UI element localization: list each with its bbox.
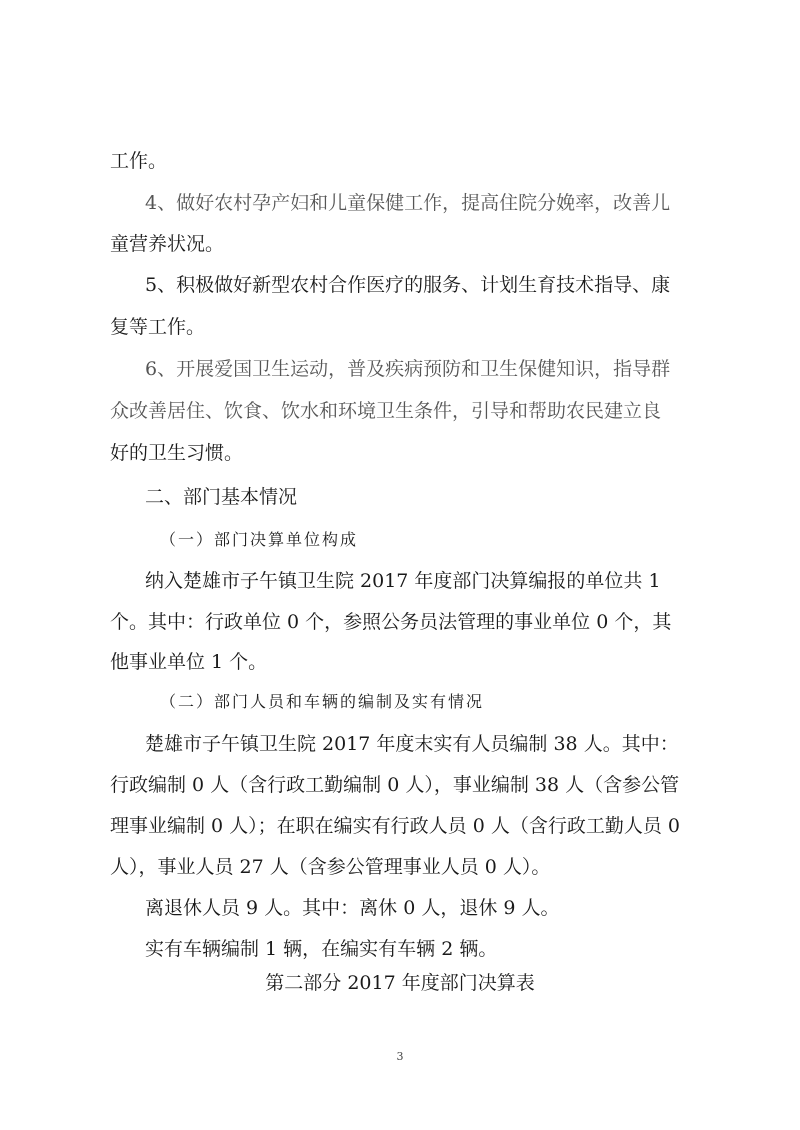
page-number: 3 — [396, 1050, 404, 1063]
paragraph-line: 工作。 — [110, 150, 168, 172]
paragraph-line: 纳入楚雄市子午镇卫生院 2017 年度部门决算编报的单位共 1 — [145, 570, 661, 592]
paragraph-line: 人），事业人员 27 人（含参公管理事业人员 0 人）。 — [110, 856, 551, 878]
paragraph-line: 离退休人员 9 人。其中：离休 0 人，退休 9 人。 — [145, 897, 560, 919]
list-item-4-line: 童营养状况。 — [110, 233, 225, 255]
paragraph-line: 个。其中：行政单位 0 个，参照公务员法管理的事业单位 0 个，其 — [110, 611, 672, 633]
section-heading: 二、部门基本情况 — [145, 486, 298, 508]
paragraph-line: 楚雄市子午镇卫生院 2017 年度末实有人员编制 38 人。其中： — [145, 733, 679, 755]
list-item-5-line: 复等工作。 — [110, 316, 206, 338]
list-item-4-line: 4、做好农村孕产妇和儿童保健工作，提高住院分娩率，改善儿 — [145, 192, 671, 214]
part-title: 第二部分 2017 年度部门决算表 — [265, 972, 535, 994]
subsection-heading: （二）部门人员和车辆的编制及实有情况 — [160, 692, 485, 711]
list-item-6-line: 众改善居住、饮食、饮水和环境卫生条件，引导和帮助农民建立良 — [110, 400, 662, 422]
list-item-6-line: 6、开展爱国卫生运动，普及疾病预防和卫生保健知识，指导群 — [145, 358, 671, 380]
paragraph-line: 行政编制 0 人（含行政工勤编制 0 人），事业编制 38 人（含参公管 — [110, 774, 680, 796]
paragraph-line: 他事业单位 1 个。 — [110, 651, 268, 673]
list-item-5-line: 5、积极做好新型农村合作医疗的服务、计划生育技术指导、康 — [145, 274, 671, 296]
paragraph-line: 实有车辆编制 1 辆，在编实有车辆 2 辆。 — [145, 938, 498, 960]
paragraph-line: 理事业编制 0 人）；在职在编实有行政人员 0 人（含行政工勤人员 0 — [110, 815, 680, 837]
list-item-6-line: 好的卫生习惯。 — [110, 442, 244, 464]
subsection-heading: （一）部门决算单位构成 — [160, 530, 359, 549]
